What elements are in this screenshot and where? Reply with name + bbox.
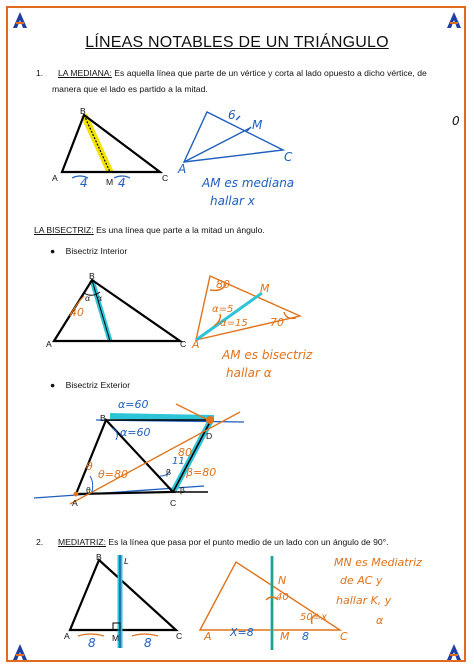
mediana-hand-c: C: [284, 150, 293, 164]
biext-beta-2: β: [180, 485, 185, 495]
biint-label-c: C: [180, 339, 187, 349]
biint-label-a: A: [46, 339, 52, 349]
mediana-term: LA MEDIANA:: [57, 68, 112, 78]
mediatriz-hand-8: 8: [302, 630, 309, 643]
mediatriz-label-a: A: [64, 631, 70, 641]
biext-hand-80: 80: [178, 446, 192, 459]
mediatriz-label-c: C: [176, 631, 183, 641]
mediana-text-2: manera que el lado es partido a la mitad.: [52, 84, 208, 94]
mediana-hand-6: 6: [228, 108, 236, 122]
mediatriz-term: MEDIATRIZ:: [57, 537, 107, 547]
mediana-number: 1.: [36, 68, 44, 78]
mediatriz-hand-40: 40: [276, 592, 289, 603]
biext-theta: θ: [86, 485, 91, 495]
mediana-hand-4-left: 4: [80, 176, 88, 190]
margin-mark: 0: [452, 114, 460, 128]
biext-hand-a60-low: α=60: [120, 426, 151, 439]
mediatriz-hand-line3: hallar K, y: [336, 594, 392, 607]
biext-hand-b80: β=80: [186, 466, 217, 479]
mediana-label-a: A: [52, 173, 58, 183]
biint-hand-80: 80: [216, 278, 230, 291]
biint-alpha-1: α: [85, 293, 90, 303]
mediatriz-paragraph: [36, 536, 456, 548]
biext-hand-11: 11: [172, 456, 185, 467]
biext-hand-theta80: θ=80: [98, 468, 128, 481]
bisectriz-term: LA BISECTRIZ:: [34, 225, 94, 235]
biint-alpha-2: α: [97, 293, 102, 303]
mediana-text: Es aquella línea que parte de un vértice y corta al lado opuesto a dicho vértice, de: [111, 68, 427, 78]
biint-label-b: B: [89, 271, 95, 281]
mediana-label-m: M: [106, 177, 114, 187]
mediatriz-label-l: L: [124, 556, 129, 566]
bisectriz-exterior-bullet: ● Bisectriz Exterior: [50, 380, 131, 390]
biext-beta-1: β: [166, 467, 171, 477]
bisectriz-exterior-label: Bisectriz Exterior: [65, 380, 131, 390]
bisectriz-interior-label: Bisectriz Interior: [65, 246, 128, 256]
mediana-hand-m: M: [252, 118, 263, 132]
biext-label-d: D: [206, 431, 213, 441]
mediatriz-label-b: B: [96, 552, 102, 562]
mediana-hand-4-right: 4: [118, 176, 126, 190]
mediatriz-number: 2.: [36, 537, 44, 547]
biint-hand-a5: α=5: [212, 304, 234, 315]
mediana-label-c: C: [162, 173, 169, 183]
biint-hand-40: 40: [70, 306, 84, 319]
mediatriz-hand-a: A: [204, 630, 212, 643]
mediatriz-hand-50x: 50=x: [300, 612, 328, 623]
mediana-hand-line1: AM es mediana: [202, 176, 295, 190]
mediatriz-hand-line2: de AC y: [340, 574, 383, 587]
mediatriz-figure: [70, 555, 176, 648]
bisectriz-interior-bullet: ● Bisectriz Interior: [50, 246, 128, 256]
mediatriz-hand-line1: MN es Mediatriz: [334, 556, 422, 569]
mediatriz-text: Es la línea que pasa por el punto medio de un lado con un ángulo de 90°.: [106, 537, 389, 547]
bisectriz-exterior-figure: [34, 404, 244, 504]
biint-hand-line1: AM es bisectriz: [222, 348, 313, 362]
bisectriz-text: Es una línea que parte a la mitad un ángulo.: [93, 225, 265, 235]
page-title: LÍNEAS NOTABLES DE UN TRIÁNGULO: [85, 34, 389, 51]
biext-hand-theta: θ: [86, 460, 93, 473]
mediatriz-hand-8-left: 8: [88, 636, 96, 650]
biext-label-a: A: [72, 498, 78, 508]
mediatriz-hand-c: C: [340, 630, 348, 643]
mediatriz-hand-n: N: [278, 574, 287, 587]
biint-hand-m: M: [260, 282, 270, 295]
biext-label-b: B: [100, 413, 106, 423]
mediatriz-hand-m: M: [280, 630, 290, 643]
biint-hand-a: A: [192, 338, 200, 351]
mediana-triangle: [62, 115, 160, 178]
mediatriz-hand: [200, 556, 340, 650]
biint-hand-70: 70: [270, 316, 284, 329]
mediana-hand-a: A: [178, 162, 187, 176]
bisectriz-paragraph: [34, 224, 265, 236]
biext-label-c: C: [170, 498, 177, 508]
mediana-label-b: B: [80, 106, 86, 116]
mediatriz-hand-line4: α: [376, 614, 384, 627]
mediatriz-hand-8-right: 8: [144, 636, 152, 650]
mediatriz-label-m: M: [112, 633, 120, 643]
mediatriz-hand-x8: X=8: [230, 626, 254, 639]
biext-hand-a60-top: α=60: [118, 398, 149, 411]
biint-hand-a15: α=15: [220, 318, 248, 329]
mediana-hand-line2: hallar x: [210, 194, 255, 208]
biint-hand-line2: hallar α: [226, 366, 272, 380]
